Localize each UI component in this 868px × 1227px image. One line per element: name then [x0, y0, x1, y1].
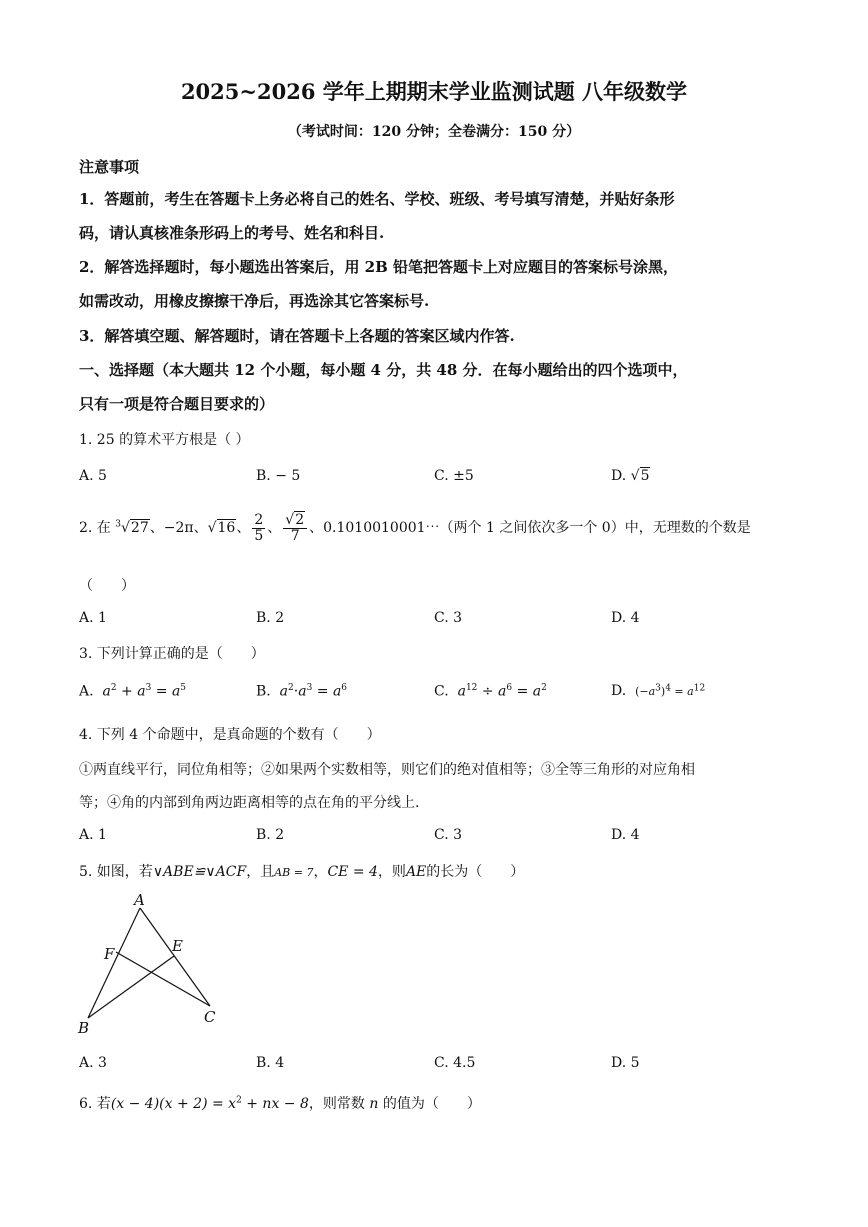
- congruence-statement: ∨ABE≌∨ACF: [152, 864, 247, 880]
- question-4-option-a: A. 1: [79, 827, 107, 843]
- triangle-figure: [74, 890, 234, 1040]
- exponent: 12: [693, 683, 706, 694]
- question-5-stem: [79, 861, 524, 881]
- option-label: D.: [611, 468, 627, 484]
- question-6-tail: 的值为（ ）: [382, 1096, 481, 1112]
- question-5-prefix: 5. 如图，若: [79, 864, 153, 880]
- sqrt-radicand: 5: [640, 468, 650, 484]
- exponent: 3: [145, 683, 152, 693]
- cube-root-radicand: 27: [130, 520, 149, 537]
- question-1-option-c: C. ±5: [434, 468, 474, 484]
- exponent: 3: [655, 683, 661, 694]
- question-2-stem: 2. 在 $^3$√27、−2π、√16、 $\frac{2}{5}$ 、 $\frac{√2}{7}$ 、0.1010010001⋯（两个 1 之间依次多一个 0）中，无理数的个数是: [79, 512, 751, 544]
- text: ，且: [246, 864, 275, 880]
- question-2-option-a: A. 1: [79, 610, 107, 626]
- exponent: 2: [541, 683, 547, 693]
- numerator: 2: [254, 512, 264, 528]
- question-5-tail: 的长为（ ）: [426, 864, 525, 880]
- text: ，则: [377, 864, 406, 880]
- notice-item-3: 3．解答填空题、解答题时，请在答题卡上各题的答案区域内作答.: [79, 327, 515, 345]
- exponent: 3: [306, 683, 313, 693]
- vertex-label-a: A: [134, 891, 145, 909]
- question-1-option-d: D. √5: [611, 468, 650, 484]
- denominator: 5: [254, 527, 264, 544]
- question-5-option-d: D. 5: [611, 1055, 640, 1071]
- exponent: 2: [288, 683, 294, 693]
- question-4-propositions-line-1: ①两直线平行，同位角相等；②如果两个实数相等，则它们的绝对值相等；③全等三角形的对应角相: [79, 762, 695, 778]
- sqrt-radicand: 16: [217, 520, 236, 537]
- notice-heading: 注意事项: [79, 158, 140, 176]
- segment-be: [88, 956, 174, 1018]
- vertex-label-b: B: [78, 1019, 90, 1037]
- question-3-option-d: D. $(-a^3)^4 = a^{12}$: [611, 683, 706, 699]
- option-label: D.: [611, 683, 627, 699]
- separator: 、: [193, 520, 208, 537]
- denominator: 7: [290, 527, 300, 544]
- exponent: 2: [110, 683, 117, 693]
- question-2-option-d: D. 4: [611, 610, 640, 626]
- exponent: 12: [465, 683, 478, 693]
- question-6-stem: [79, 1093, 481, 1113]
- question-3-stem: 3. 下列计算正确的是（ ）: [79, 646, 265, 662]
- question-1-option-b: B. − 5: [256, 468, 301, 484]
- question-2-paren: （ ）: [79, 578, 135, 594]
- question-2-tail: 、0.1010010001⋯（两个 1 之间依次多一个 0）中，无理数的个数是: [309, 520, 751, 537]
- vertex-label-f: F: [104, 945, 115, 963]
- question-5-option-c: C. 4.5: [434, 1055, 476, 1071]
- exponent: 4: [665, 683, 671, 694]
- question-5-option-a: A. 3: [79, 1055, 107, 1071]
- fraction-two-fifths: [252, 513, 265, 543]
- question-4-stem: 4. 下列 4 个命题中，是真命题的个数有（ ）: [79, 727, 381, 743]
- separator: 、: [236, 520, 251, 537]
- question-4-propositions-line-2: 等；④角的内部到角两边距离相等的点在角的平分线上.: [79, 795, 420, 811]
- question-4-option-d: D. 4: [611, 827, 640, 843]
- question-2-option-b: B. 2: [256, 610, 285, 626]
- neg-two-pi: −2π: [163, 520, 194, 537]
- question-5-option-b: B. 4: [256, 1055, 285, 1071]
- segment-ac: [140, 908, 210, 1006]
- option-label: A.: [79, 683, 94, 700]
- text: ，: [313, 864, 328, 880]
- numerator: √2: [283, 513, 307, 529]
- sqrt-radicand: 2: [295, 512, 305, 528]
- exponent: 6: [341, 683, 348, 693]
- question-2-option-c: C. 3: [434, 610, 463, 626]
- exponent: 6: [506, 683, 513, 693]
- question-3-option-a: A. $a^2 + a^3 = a^5$: [79, 683, 187, 700]
- segment-ab: [88, 908, 140, 1018]
- page-title: 2025~2026 学年上期期末学业监测试题 八年级数学: [180, 79, 688, 104]
- notice-item-1-line-2: 码，请认真核准条形码上的考号、姓名和科目.: [79, 224, 385, 242]
- section-heading-line-2: 只有一项是符合题目要求的）: [79, 395, 275, 413]
- fraction-root-two-sevenths: [283, 513, 307, 543]
- exponent: 2: [236, 1095, 242, 1106]
- separator: 、: [149, 520, 164, 537]
- question-4-option-c: C. 3: [434, 827, 463, 843]
- text: ，则常数: [308, 1096, 365, 1112]
- equation-left: (x − 4)(x + 2) = x: [110, 1096, 237, 1112]
- question-3-option-b: B. $a^2\cdot a^3 = a^6$: [256, 683, 348, 700]
- ab-length: AB = 7: [274, 866, 314, 879]
- question-2-prefix: 2. 在: [79, 520, 111, 537]
- variable-n: n: [369, 1096, 379, 1112]
- notice-item-1-line-1: 1．答题前，考生在答题卡上务必将自己的姓名、学校、班级、考号填写清楚，并贴好条形: [79, 190, 675, 208]
- question-1-option-a: A. 5: [79, 468, 107, 484]
- segment-ae: AE: [405, 864, 427, 880]
- question-3-option-c: C. $a^{12} \div a^6 = a^2$: [434, 683, 547, 700]
- section-heading-line-1: 一、选择题（本大题共 12 个小题，每小题 4 分，共 48 分．在每小题给出的四个选项中，: [79, 361, 688, 379]
- exponent: 5: [180, 683, 187, 693]
- separator: 、: [267, 520, 282, 537]
- segment-cf: [116, 952, 210, 1006]
- notice-item-2-line-1: 2．解答选择题时，每小题选出答案后，用 2B 铅笔把答题卡上对应题目的答案标号涂黑，: [79, 258, 679, 276]
- vertex-label-c: C: [204, 1008, 216, 1026]
- question-1-stem: 1. 25 的算术平方根是（ ）: [79, 432, 250, 448]
- cube-root-index: 3: [115, 519, 121, 530]
- question-6-prefix: 6. 若: [79, 1096, 111, 1112]
- vertex-label-e: E: [172, 937, 183, 955]
- question-4-option-b: B. 2: [256, 827, 285, 843]
- equation-right: + nx − 8: [241, 1096, 309, 1112]
- exam-info: （考试时间：120 分钟；全卷满分：150 分）: [287, 124, 581, 140]
- notice-item-2-line-2: 如需改动，用橡皮擦擦干净后，再选涂其它答案标号.: [79, 292, 430, 310]
- option-label: B.: [256, 683, 271, 700]
- ce-length: CE = 4: [327, 864, 378, 880]
- option-label: C.: [434, 683, 449, 700]
